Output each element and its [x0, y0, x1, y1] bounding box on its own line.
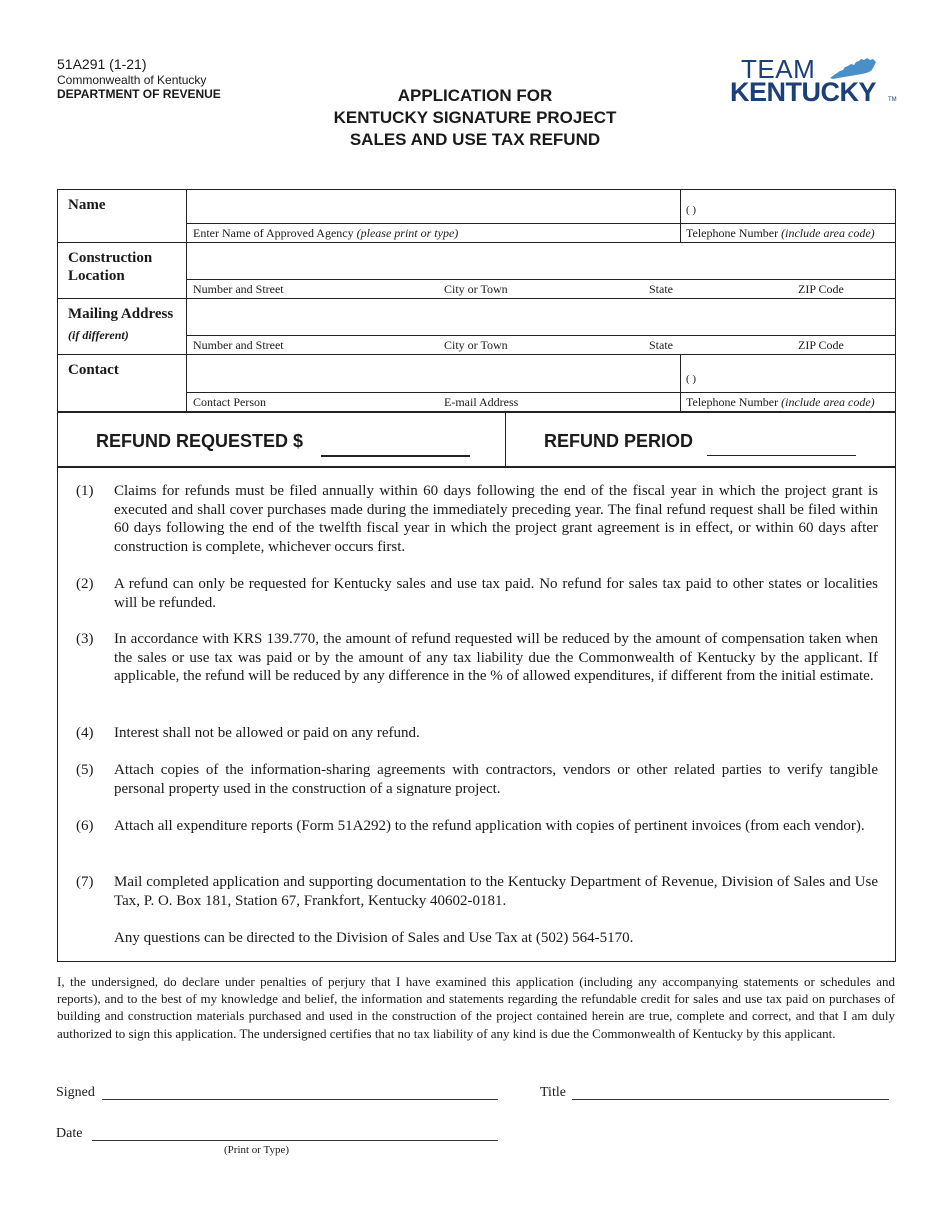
contact-phone-area-code[interactable]: ( ): [686, 373, 697, 385]
contact-phone-caption-italic: (include area code): [781, 395, 875, 409]
contact-label: Contact: [68, 362, 119, 378]
instruction-3-number: (3): [76, 631, 94, 647]
mailing-city-caption: City or Town: [444, 338, 508, 352]
mailing-field-line: [186, 335, 896, 336]
construction-label-line-1: Construction: [68, 250, 153, 266]
name-label: Name: [68, 197, 106, 213]
title-line-1: APPLICATION FOR: [397, 86, 553, 105]
refund-divider: [505, 412, 506, 467]
signature-line[interactable]: [102, 1099, 498, 1100]
date-label: Date: [56, 1126, 83, 1141]
name-phone-divider: [680, 190, 681, 242]
phone-caption-italic: (include area code): [781, 226, 875, 240]
mailing-state-caption: State: [649, 338, 673, 352]
contact-phone-divider: [680, 355, 681, 411]
construction-location-label: [68, 249, 152, 285]
department-label: DEPARTMENT OF REVENUE: [57, 87, 221, 101]
agency-name-caption: [193, 226, 458, 240]
instruction-4-text: Interest shall not be allowed or paid on any refund.: [114, 725, 420, 741]
perjury-declaration: I, the undersigned, do declare under penalties of perjury that I have examined this application (including any accompanying statements or schedules and reports), and to the best of my knowledge and belief, the information and statements regarding the refundable credit for sales and use tax paid on purchases of building and construction materials purchased and used in the construction of the project contained herein are true, complete and correct, and that I am duly authorized to sign this application. The undersigned certifies that no tax liability of any kind is due the Commonwealth of Kentucky by this applicant.: [57, 974, 895, 1041]
logo-trademark: TM: [888, 97, 897, 103]
construction-street-caption: Number and Street: [193, 282, 284, 296]
row-divider-5: [58, 466, 896, 468]
construction-state-caption: State: [649, 282, 673, 296]
contact-phone-caption: [686, 395, 875, 409]
instruction-5-text: Attach copies of the information-sharing agreements with contractors, vendors or other related parties to verify tangible personal property used in the construction of a signature project.: [114, 762, 878, 797]
commonwealth-label: Commonwealth of Kentucky: [57, 73, 207, 87]
name-field-line: [186, 223, 896, 224]
name-phone-caption: [686, 226, 875, 240]
signed-label: Signed: [56, 1085, 95, 1100]
logo-team-text: TEAM: [741, 54, 816, 84]
mailing-street-caption: Number and Street: [193, 338, 284, 352]
construction-zip-caption: ZIP Code: [798, 282, 844, 296]
construction-address-input[interactable]: [187, 243, 895, 279]
refund-requested-label: REFUND REQUESTED $: [96, 431, 304, 451]
construction-field-line: [186, 279, 896, 280]
contact-person-caption: Contact Person: [193, 395, 266, 409]
instruction-2-number: (2): [76, 576, 94, 592]
instruction-6-text: Attach all expenditure reports (Form 51A292) to the refund application with copies of pertinent invoices (from each vendor).: [114, 818, 865, 834]
refund-amount-line[interactable]: [321, 455, 470, 457]
mailing-zip-caption: ZIP Code: [798, 338, 844, 352]
instruction-5-number: (5): [76, 762, 94, 778]
instruction-7-number: (7): [76, 874, 94, 890]
refund-period-label: REFUND PERIOD: [544, 431, 694, 451]
instruction-3-text: In accordance with KRS 139.770, the amount of refund requested will be reduced by the amount of compensation taken when the sales or use tax was paid or by the amount of any tax liability due the Commonwealth of Kentucky by the applicant. If applicable, the refund will be reduced by any difference in the % of allowed expenditures, if different from the initial estimate.: [114, 631, 878, 685]
agency-caption-text: Enter Name of Approved Agency: [193, 226, 354, 240]
agency-caption-italic: (please print or type): [356, 226, 459, 240]
mailing-if-different: (if different): [68, 328, 129, 342]
mailing-label-text: Mailing Address: [68, 306, 174, 322]
form-title: [275, 85, 675, 151]
title-line[interactable]: [572, 1099, 889, 1100]
instruction-4-number: (4): [76, 725, 94, 741]
instruction-1-text: Claims for refunds must be filed annually within 60 days following the end of the fiscal year in which the project grant is executed and shall cover purchases made during the immediately preceding year. The final refund request shall be filed within 60 days following the end of the twelfth fiscal year in which the project grant agreement is in effect, or within 60 days after construction is complete, whichever occurs first.: [114, 483, 878, 556]
questions-text: Any questions can be directed to the Division of Sales and Use Tax at (502) 564-5170.: [114, 930, 634, 946]
refund-period-line[interactable]: [707, 455, 856, 456]
application-form-box: [57, 189, 896, 962]
form-number: 51A291 (1-21): [57, 56, 147, 72]
print-or-type-note: (Print or Type): [224, 1144, 290, 1156]
instruction-1-number: (1): [76, 483, 94, 499]
mailing-address-input[interactable]: [187, 299, 895, 335]
agency-name-input[interactable]: [187, 190, 679, 223]
title-line-3: SALES AND USE TAX REFUND: [349, 130, 601, 149]
title-label: Title: [540, 1085, 566, 1100]
instruction-2-text: A refund can only be requested for Kentucky sales and use tax paid. No refund for sales tax paid to other states or localities will be refunded.: [114, 576, 878, 611]
title-line-2: KENTUCKY SIGNATURE PROJECT: [333, 108, 617, 127]
form-header-left: [57, 56, 221, 101]
construction-label-line-2: Location: [68, 268, 125, 284]
instruction-6-number: (6): [76, 818, 94, 834]
construction-city-caption: City or Town: [444, 282, 508, 296]
contact-field-line: [186, 392, 896, 393]
row-divider-4: [58, 411, 896, 413]
contact-email-caption: E-mail Address: [444, 395, 519, 409]
contact-person-email-input[interactable]: [187, 355, 679, 392]
name-phone-area-code[interactable]: ( ): [686, 204, 697, 216]
team-kentucky-logo: [730, 56, 898, 106]
logo-kentucky-text: KENTUCKY: [730, 77, 877, 107]
contact-phone-caption-text: Telephone Number: [686, 395, 779, 409]
mailing-address-label: [68, 305, 173, 344]
phone-caption-text: Telephone Number: [686, 226, 779, 240]
instruction-7-text: Mail completed application and supporting documentation to the Kentucky Department of Revenue, Division of Sales and Use Tax, P. O. Box 181, Station 67, Frankfort, Kentucky 40602-0181.: [114, 874, 878, 909]
date-line[interactable]: [92, 1140, 498, 1141]
